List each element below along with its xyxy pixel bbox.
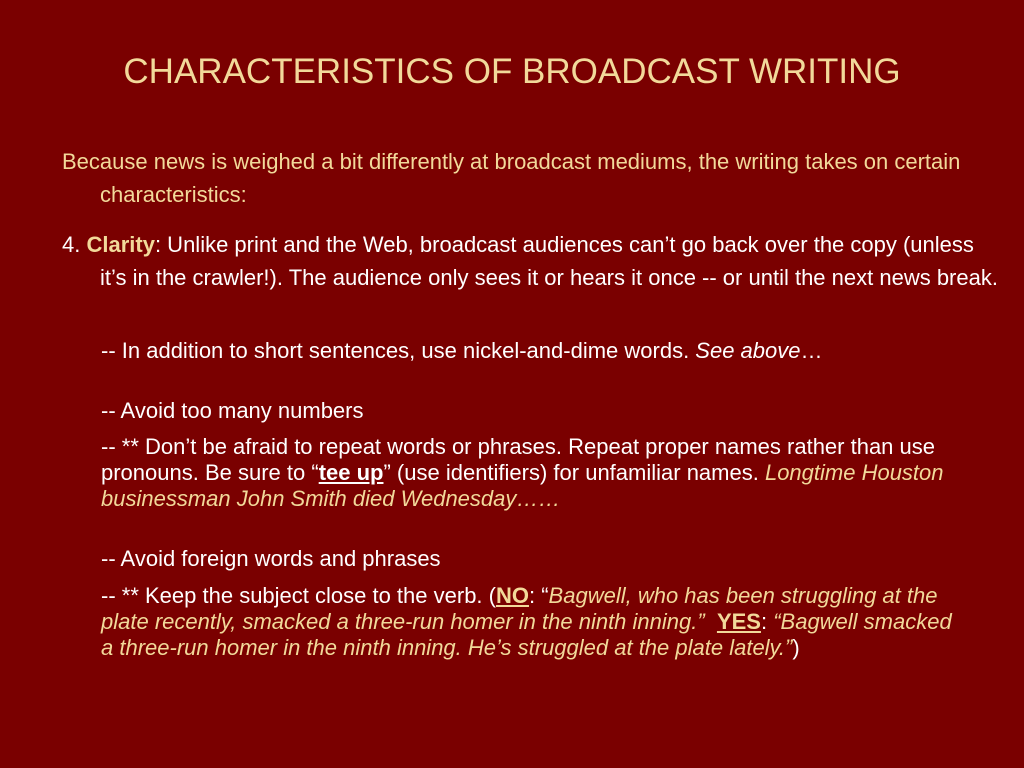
- subpoint-short-words: [101, 338, 961, 364]
- subpoint-text: -- ** Keep the subject close to the verb. (: [101, 583, 496, 608]
- yes-example: “Bagwell smacked a three-run homer in the ninth inning. He’s struggled at the plate lately.”: [101, 609, 952, 660]
- tee-up-term: tee up: [318, 460, 384, 485]
- separator: :: [760, 609, 774, 634]
- subpoint-repeat-words: [101, 434, 961, 512]
- see-above-reference: See above: [695, 338, 801, 363]
- subpoint-subject-verb: [101, 583, 961, 661]
- subpoint-text: -- ** Don’t be afraid to repeat words or phrases. Repeat proper names rather than use pronouns. Be sure to “: [101, 434, 936, 485]
- subpoint-numbers: -- Avoid too many numbers: [101, 398, 364, 423]
- subpoint-foreign-words: -- Avoid foreign words and phrases: [101, 546, 441, 571]
- no-example: Bagwell, who has been struggling at the plate recently, smacked a three-run homer in the ninth inning.”: [101, 583, 938, 634]
- point-text: : Unlike print and the Web, broadcast audiences can’t go back over the copy (unless it’s in the crawler!). The audience only sees it or hears it once -- or until the next news break.: [100, 232, 998, 290]
- closing-paren: ): [792, 635, 800, 660]
- intro-paragraph: Because news is weighed a bit differently at broadcast mediums, the writing takes on certain characteristics:: [62, 149, 961, 207]
- subpoint-text: -- In addition to short sentences, use nickel-and-dime words.: [101, 338, 696, 363]
- no-label: NO: [495, 583, 529, 608]
- point-number: 4.: [62, 232, 87, 257]
- subpoint-ellipsis: …: [800, 338, 823, 363]
- yes-label: YES: [716, 609, 761, 634]
- separator: : “: [528, 583, 549, 608]
- gap: [705, 609, 717, 634]
- point-keyword: Clarity: [86, 232, 155, 257]
- slide-title: CHARACTERISTICS OF BROADCAST WRITING: [123, 52, 901, 91]
- example-text: Longtime Houston businessman John Smith died Wednesday……: [101, 460, 944, 511]
- subpoint-text-cont: ” (use identifiers) for unfamiliar names.: [383, 460, 765, 485]
- clarity-point: [62, 228, 1000, 294]
